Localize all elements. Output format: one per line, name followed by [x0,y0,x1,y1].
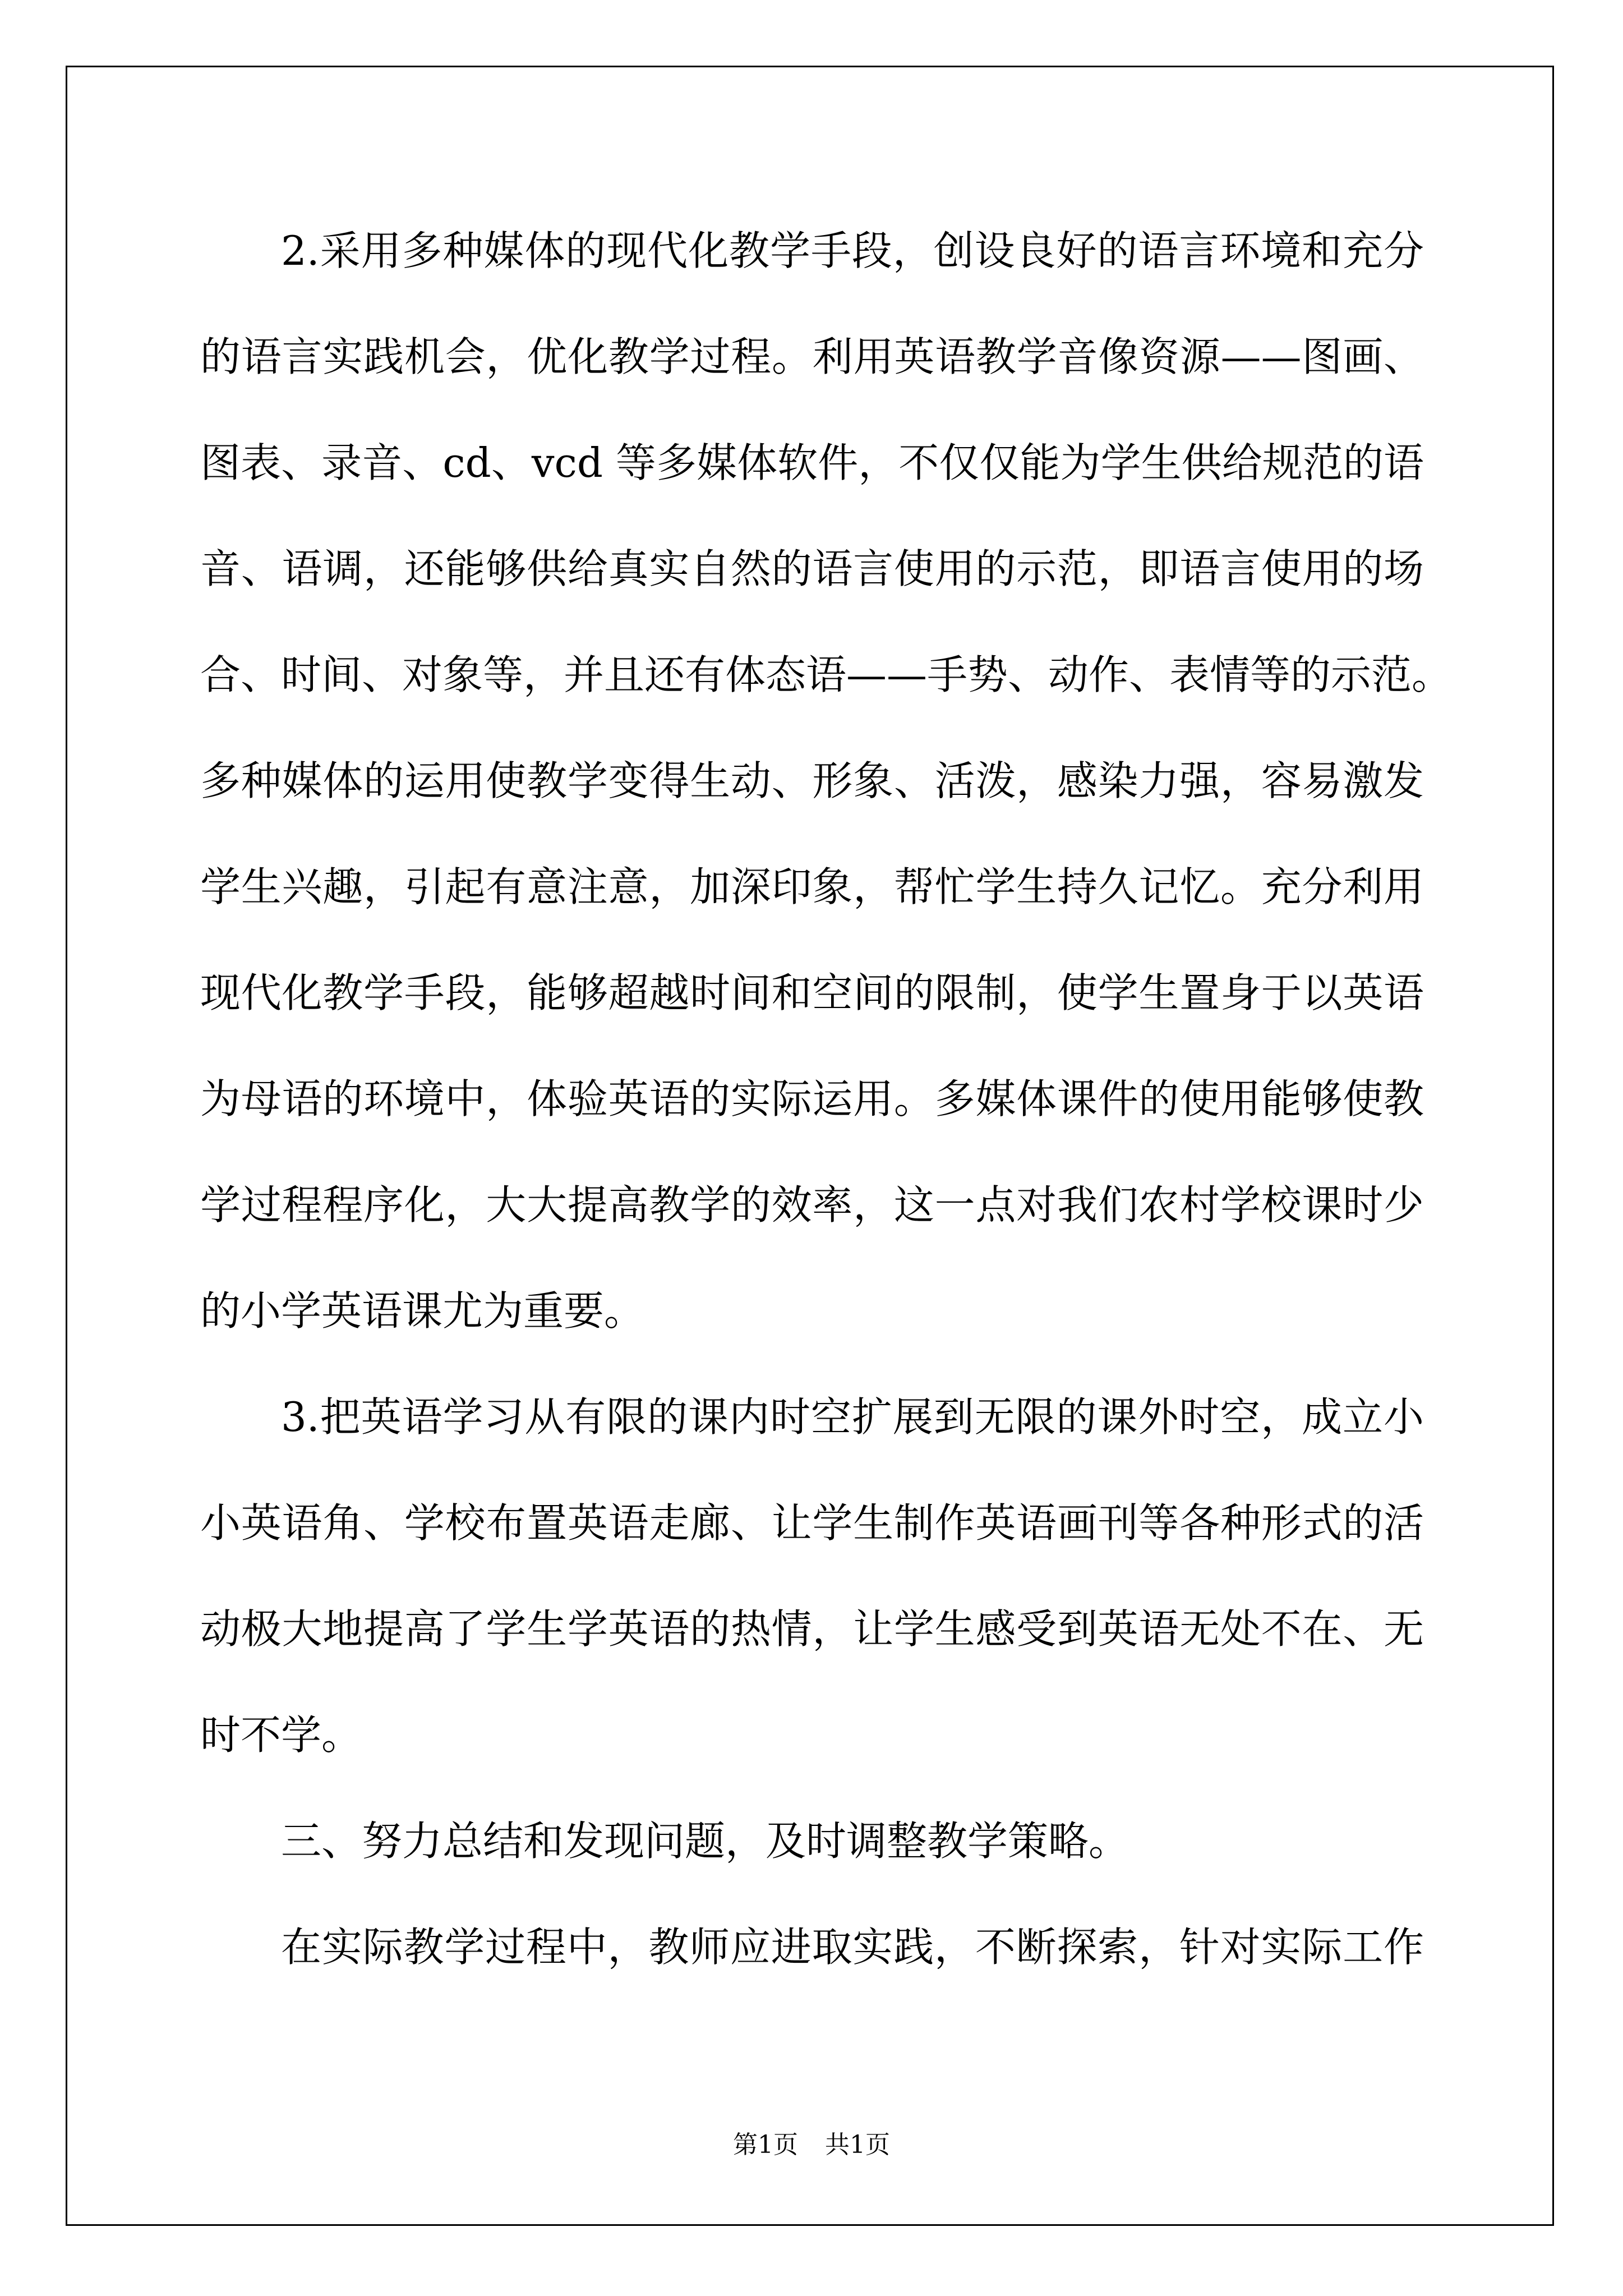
page-footer [0,2132,1623,2159]
section-heading [200,1788,1424,1894]
text-line: 2.采用多种媒体的现代化教学手段，创设良好的语言环境和充分 [281,227,1424,274]
text-line: 合、时间、对象等，并且还有体态语——手势、动作、表情等的示范。 [200,651,1453,698]
page-count: 共1页 [825,2131,890,2159]
text-line: 3.把英语学习从有限的课内时空扩展到无限的课外时空，成立小 [281,1393,1424,1441]
text-line: 的语言实践机会，优化教学过程。利用英语教学音像资源——图画、 [200,333,1424,380]
page-number: 第1页 [733,2131,798,2159]
text-line: 音、语调，还能够供给真实自然的语言使用的示范，即语言使用的场 [200,545,1424,592]
text-line: 学过程程序化，大大提高教学的效率，这一点对我们农村学校课时少 [200,1181,1424,1228]
text-line: 在实际教学过程中，教师应进取实践，不断探索，针对实际工作 [281,1924,1424,1971]
text-line: 时不学。 [200,1711,362,1759]
text-line: 学生兴趣，引起有意注意，加深印象，帮忙学生持久记忆。充分利用 [200,863,1424,910]
text-line: 动极大地提高了学生学英语的热情，让学生感受到英语无处不在、无 [200,1605,1424,1653]
text-line: 现代化教学手段，能够超越时间和空间的限制，使学生置身于以英语 [200,969,1424,1016]
paragraph-media-teaching [200,198,1453,1364]
paragraph-extracurricular [200,1364,1424,1788]
text-line: 的小学英语课尤为重要。 [200,1287,645,1335]
paragraph-practice [200,1894,1424,2000]
text-line: 多种媒体的运用使教学变得生动、形象、活泼，感染力强，容易激发 [200,757,1424,804]
text-line: 小英语角、学校布置英语走廊、让学生制作英语画刊等各种形式的活 [200,1499,1424,1547]
document-body [200,198,1453,2000]
text-line: 图表、录音、cd、vcd 等多媒体软件，不仅仅能为学生供给规范的语 [200,439,1424,486]
heading-line: 三、努力总结和发现问题，及时调整教学策略。 [281,1818,1129,1865]
text-line: 为母语的环境中，体验英语的实际运用。多媒体课件的使用能够使教 [200,1075,1424,1122]
